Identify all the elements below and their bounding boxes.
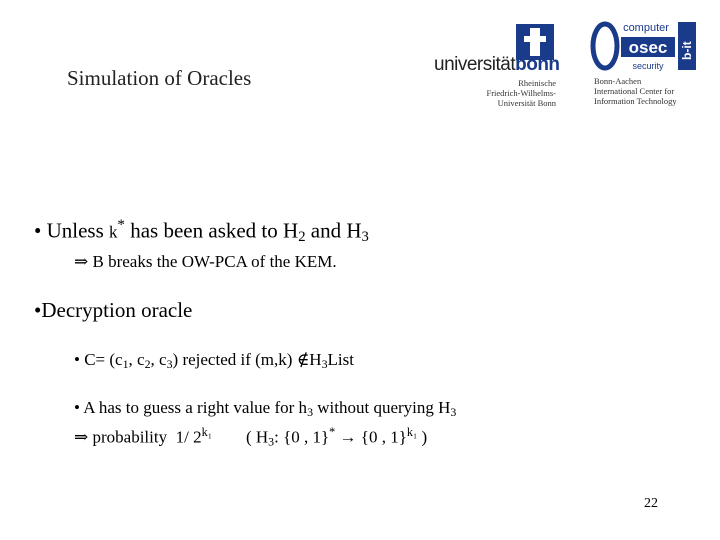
subscript: 3: [361, 228, 369, 245]
text-run: probability 1/ 2: [88, 427, 202, 447]
uni-bonn-wordmark: [434, 54, 560, 76]
cosec-word: osec: [628, 38, 668, 57]
text-run: : {0 , 1}: [274, 427, 330, 447]
bullet-dot: •: [34, 218, 42, 243]
uni-bonn-subtitle: [468, 78, 556, 108]
subscript: 3: [166, 356, 173, 371]
cosec-mark-icon: [588, 18, 700, 76]
bullet-dot: •: [34, 298, 42, 322]
text-run: ) rejected if (m,k): [172, 350, 297, 369]
uni-sub-line3: Universität Bonn: [497, 98, 556, 108]
cosec-sub-line3: Information Technology: [594, 96, 677, 106]
cosec-subtitle: [594, 76, 677, 106]
text-run: Decryption oracle: [41, 298, 193, 322]
subscript: 3: [450, 404, 457, 419]
bullet-c-rejected: [74, 350, 354, 372]
subscript: 1: [122, 356, 129, 371]
bullet-a-guess: [74, 398, 456, 420]
text-run: B breaks the OW-PCA of the KEM.: [88, 252, 337, 271]
k-symbol: k: [109, 222, 118, 242]
subscript: 2: [144, 356, 151, 371]
subscript: 2: [298, 228, 306, 245]
cosec-sub-line1: Bonn-Aachen: [594, 76, 642, 86]
cosec-security: security: [632, 61, 664, 71]
text-run: has been asked to H: [124, 218, 299, 243]
page-number: 22: [644, 496, 658, 511]
uni-bonn-logo: [434, 20, 564, 110]
subscript: 3: [321, 356, 328, 371]
not-in-symbol: ∉: [296, 350, 310, 369]
uni-sub-line1: Rheinische: [518, 78, 556, 88]
text-run: H: [309, 350, 322, 369]
bullet-unless: [34, 217, 369, 246]
text-run: List: [327, 350, 354, 369]
cosec-bit: b-it: [680, 41, 694, 60]
text-run: • C= (c: [74, 350, 123, 369]
uni-sub-line2: Friedrich-Wilhelms-: [486, 88, 556, 98]
text-run: , c: [128, 350, 145, 369]
bullet-probability: [74, 425, 427, 450]
superscript: k₁: [201, 425, 212, 439]
uni-word-bold: bonn: [515, 54, 560, 75]
text-run: Unless: [41, 218, 110, 243]
cosec-computer: computer: [623, 22, 669, 34]
text-run: ): [417, 427, 428, 447]
subscript: 3: [268, 434, 275, 449]
bullet-decryption-oracle: [34, 298, 192, 323]
text-run: , c: [150, 350, 167, 369]
subscript: 3: [307, 404, 314, 419]
uni-word-light: universität: [434, 54, 516, 75]
text-run: without querying H: [313, 398, 451, 417]
implies-arrow-icon: ⇒: [74, 252, 89, 271]
bit-cosec-logo: [588, 18, 708, 108]
text-run: → {0 , 1}: [335, 427, 407, 447]
superscript: k₁: [406, 425, 418, 439]
text-run: • A has to guess a right value for h: [74, 398, 308, 417]
star-sup: *: [117, 217, 125, 233]
bullet-b-breaks: [74, 252, 337, 272]
cosec-sub-line2: International Center for: [594, 86, 675, 96]
superscript: *: [329, 425, 336, 439]
slide-title: Simulation of Oracles: [67, 66, 252, 90]
text-run: ( H: [211, 427, 269, 447]
implies-arrow-icon: ⇒: [74, 427, 89, 447]
text-run: and H: [305, 218, 362, 243]
